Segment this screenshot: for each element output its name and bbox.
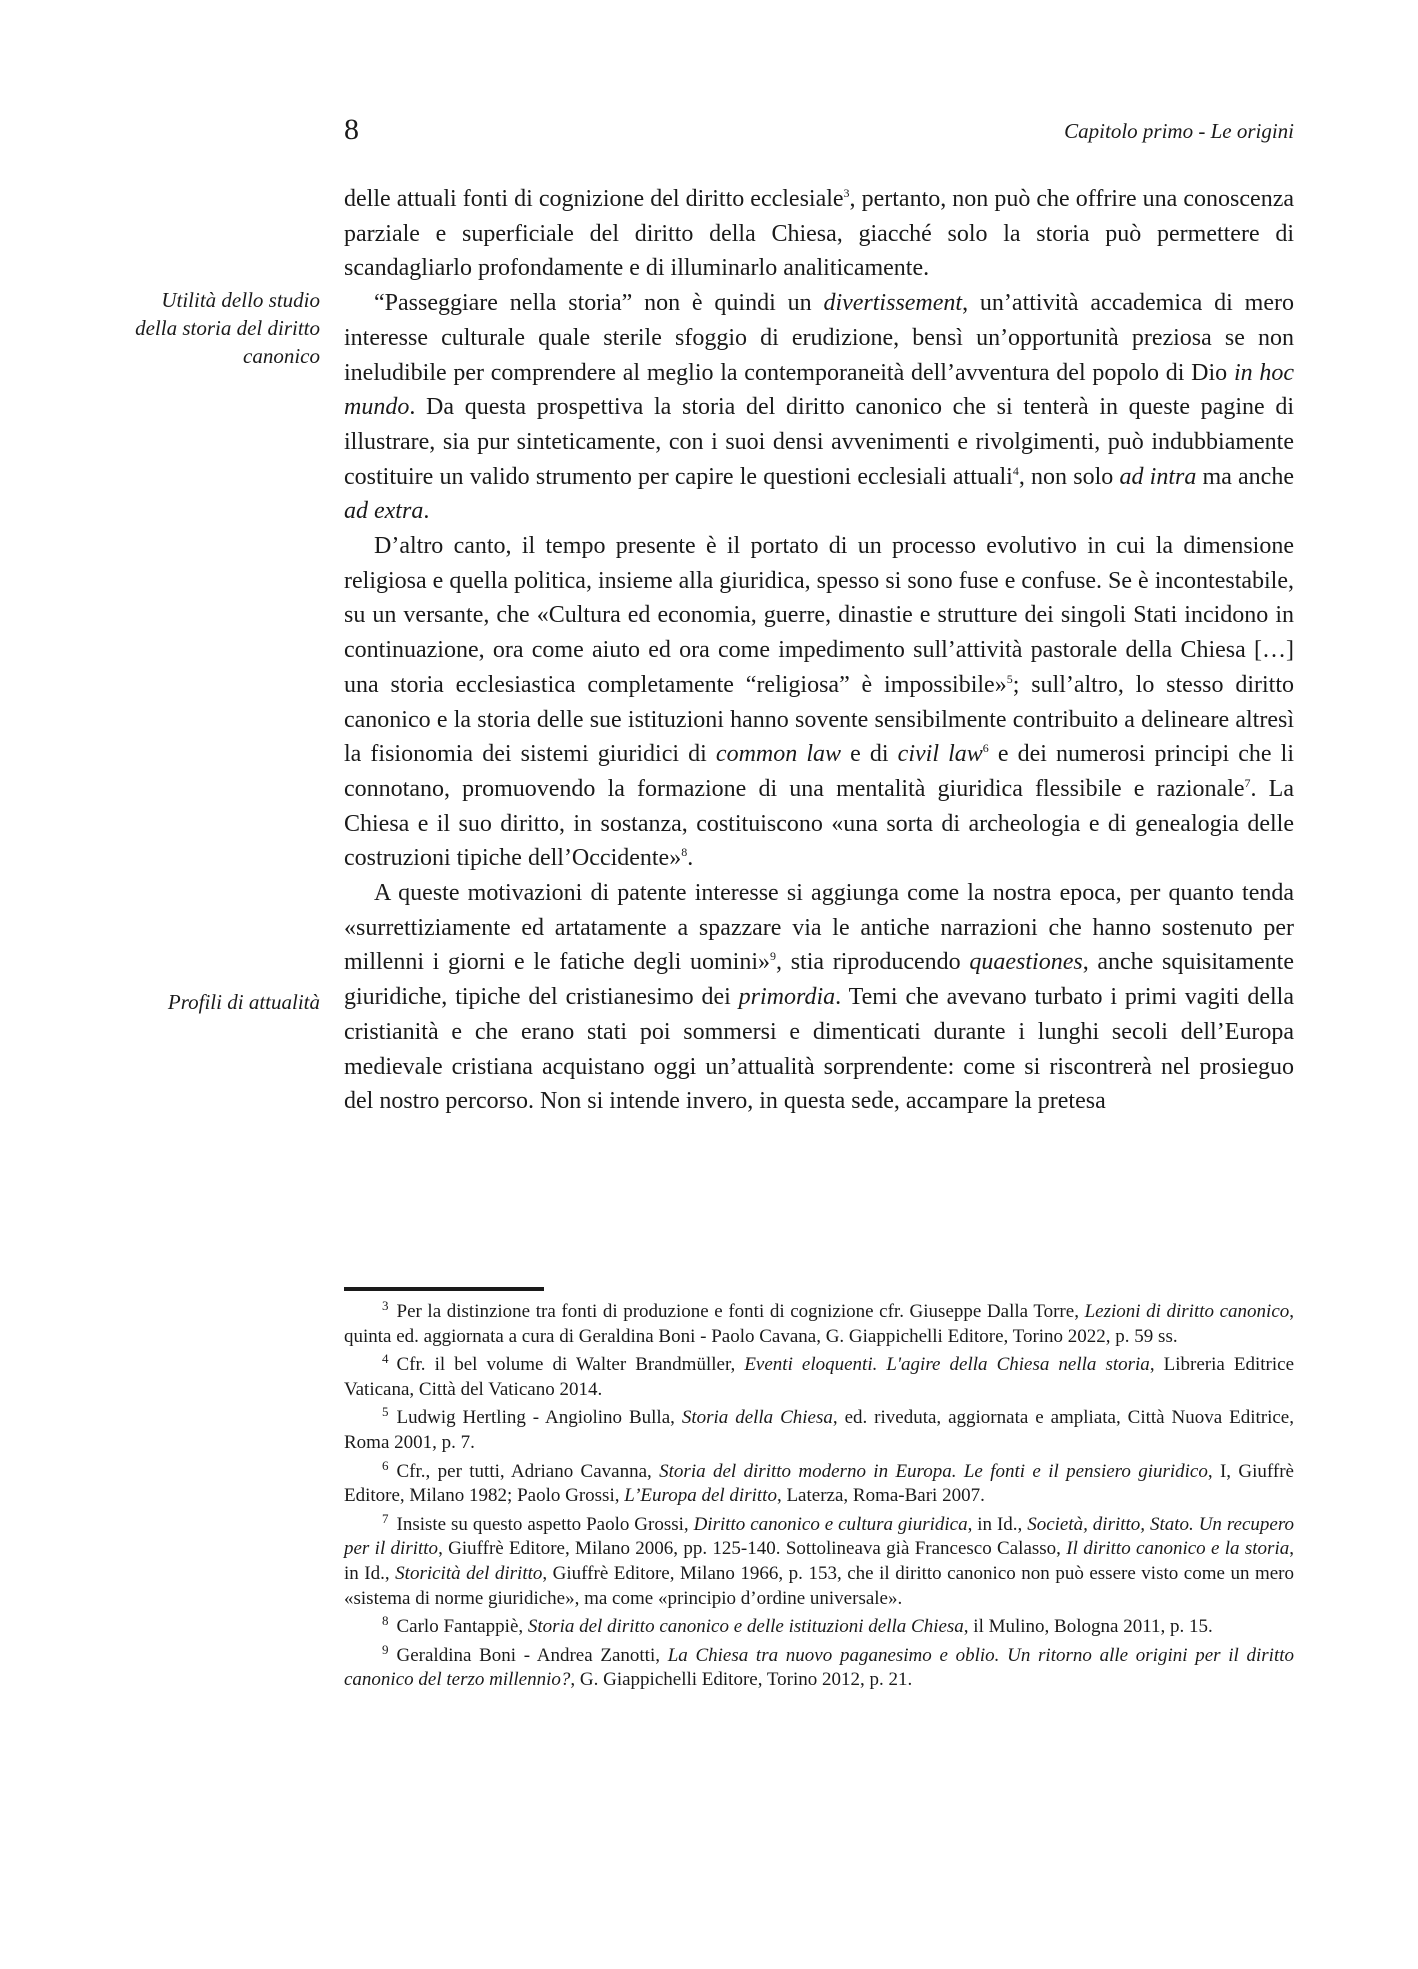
footnote: $^6$ Cfr., per tutti, Adriano Cavanna, Storia del diritto moderno in Europa. Le fonti e il pensiero giuridico, I, Giuffrè Editore, Milano 1982; Paolo Grossi, L’Europa del diritto, Laterza, Roma-Bari 2007. — [344, 1457, 1294, 1507]
paragraph: “Passeggiare nella storia” non è quindi un divertissement, un’attività accademica di mero interesse culturale quale sterile sfoggio di erudizione, bensì un’opportunità preziosa se non ineludibile per comprendere al meglio la contemporaneità dell’avventura del popolo di Dio in hoc mundo. Da questa prospettiva la storia del diritto canonico che si tenterà in queste pagine di illustrare, sia pur sinteticamente, con i suoi densi avvenimenti e rivolgimenti, può indubbiamente costituire un valido strumento per capire le questioni ecclesiali attuali$^4$, non solo ad intra ma anche ad extra. — [344, 290, 1294, 525]
footnote-ref[interactable]: 6 — [982, 741, 989, 756]
footnote-ref[interactable]: 8 — [681, 845, 688, 860]
footnote: $^8$ Carlo Fantappiè, Storia del diritto canonico e delle istituzioni della Chiesa, il Mulino, Bologna 2011, p. 15. — [382, 1613, 1213, 1638]
footnote: $^3$ Per la distinzione tra fonti di produzione e fonti di cognizione cfr. Giuseppe Dalla Torre, Lezioni di diritto canonico, quinta ed. aggiornata a cura di Geraldina Boni - Paolo Cavana, G. Giappichelli Editore, Torino 2022, p. 59 ss. — [344, 1298, 1295, 1347]
footnote: $^9$ Geraldina Boni - Andrea Zanotti, La Chiesa tra nuovo paganesimo e oblio. Un ritorno alle origini per il diritto canonico del terzo millennio?, G. Giappichelli Editore, Torino 2012, p. 21. — [344, 1641, 1294, 1691]
footnote-number: 8 — [382, 1613, 389, 1629]
paragraph: D’altro canto, il tempo presente è il portato di un processo evolutivo in cui la dimensione religiosa e quella politica, insieme alla giuridica, spesso si sono fuse e confuse. Se è incontestabile, su un versante, che «Cultura ed economia, guerre, dinastie e strutture dei singoli Stati incidono in continuazione, ora come aiuto ed ora come impedimento sull’attività pastorale della Chiesa […] una storia ecclesiastica completamente “religiosa” è impossibile»$^5$; sull’altro, lo stesso diritto canonico e la storia delle sue istituzioni hanno sovente sensibilmente contribuito a delineare altresì la fisionomia dei sistemi giuridici di common law e di civil law$^6$ e dei numerosi principi che li connotano, promuovendo la formazione di una mentalità giuridica flessibile e razionale$^7$. La Chiesa e il suo diritto, in sostanza, costituiscono «una sorta di archeologia e di genealogia delle costruzioni tipiche dell’Occidente»$^8$. — [344, 533, 1294, 872]
footnote-ref[interactable]: 4 — [1012, 463, 1019, 478]
footnote-ref[interactable]: 9 — [770, 949, 777, 964]
margin-note-line: Profili di attualità — [167, 990, 320, 1014]
footnote-ref[interactable]: 5 — [1006, 671, 1013, 686]
footnote-ref[interactable]: 3 — [843, 186, 850, 200]
running-head: Capitolo primo - Le origini — [1064, 119, 1294, 143]
margin-note-line: della storia del diritto — [135, 316, 320, 340]
footnote-number: 7 — [382, 1510, 389, 1526]
margin-note-profili — [90, 988, 320, 1016]
margin-note-utilita — [90, 286, 320, 370]
footnote: $^4$ Cfr. il bel volume di Walter Brandmüller, Eventi eloquenti. L'agire della Chiesa nella storia, Libreria Editrice Vaticana, Città del Vaticano 2014. — [344, 1351, 1295, 1400]
page-number: 8 — [344, 113, 359, 146]
footnote-ref[interactable]: 7 — [1244, 775, 1251, 790]
margin-note-line: Utilità dello studio — [161, 288, 320, 312]
margin-note-line: canonico — [243, 344, 320, 368]
footnote: $^7$ Insiste su questo aspetto Paolo Grossi, Diritto canonico e cultura giuridica, in Id., Società, diritto, Stato. Un recupero per il diritto, Giuffrè Editore, Milano 2006, pp. 125-140. Sottolineava già Francesco Calasso, Il diritto canonico e la storia, in Id., Storicità del diritto, Giuffrè Editore, Milano 1966, p. 153, che il diritto canonico non può essere visto come un mero «sistema di norme giuridiche», ma come «principio d’ordine universale». — [344, 1510, 1295, 1609]
main-text — [344, 182, 1294, 1119]
paragraph: A queste motivazioni di patente interesse si aggiunga come la nostra epoca, per quanto tenda «surrettiziamente ed artatamente a spazzare via le antiche narrazioni che hanno sostenuto per millenni i giorni e le fatiche degli uomini»$^9$, stia riproducendo quaestiones, anche squisitamente giuridiche, tipiche del cristianesimo dei primordia. Temi che avevano turbato i primi vagiti della cristianità e che erano stati poi sommersi e dimenticati durante i lunghi secoli dell’Europa medievale cristiana acquistano oggi un’attualità sorprendente: come si riscontrerà nel prosieguo del nostro percorso. Non si intende invero, in questa sede, accampare la pretesa — [344, 880, 1294, 1115]
footnote-number: 6 — [382, 1457, 389, 1473]
footnote-number: 4 — [382, 1351, 389, 1367]
footnote-number: 5 — [382, 1404, 389, 1420]
paragraph: delle attuali fonti di cognizione del diritto ecclesiale$^3$, pertanto, non può che offrire una conoscenza parziale e superficiale del diritto della Chiesa, giacché solo la storia può permettere di scandagliarlo profondamente e di illuminarlo analiticamente. — [344, 186, 1294, 282]
footnotes — [344, 1300, 1294, 1697]
footnote-number: 3 — [382, 1298, 389, 1313]
footnote-number: 9 — [382, 1641, 389, 1657]
footnote-separator — [344, 1287, 544, 1291]
footnote: $^5$ Ludwig Hertling - Angiolino Bulla, Storia della Chiesa, ed. riveduta, aggiornata e ampliata, Città Nuova Editrice, Roma 2001, p. 7. — [344, 1404, 1294, 1453]
